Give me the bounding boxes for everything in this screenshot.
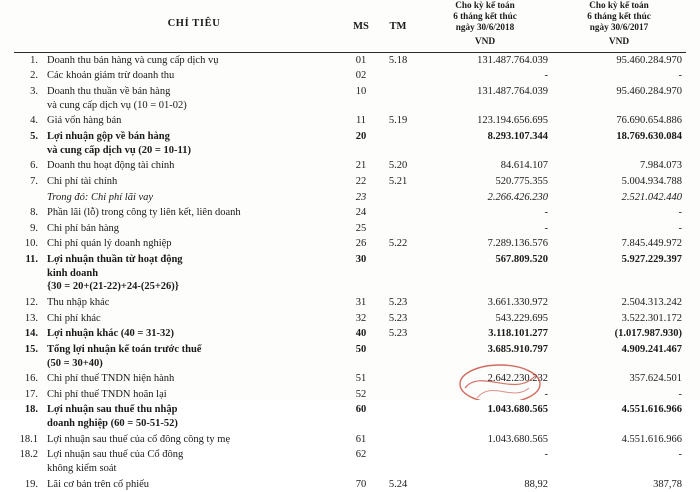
row-label-line: kinh doanh xyxy=(47,267,99,279)
row-value-previous: 4.551.616.966 xyxy=(621,433,682,445)
row-value-current: 567.809.520 xyxy=(495,254,548,266)
income-statement-table xyxy=(14,0,686,492)
row-label-line: Lợi nhuận sau thuế thu nhập xyxy=(47,404,178,416)
row-code: 61 xyxy=(355,433,367,445)
row-number: 9. xyxy=(30,222,38,234)
row-number: 19. xyxy=(24,478,38,490)
table-row xyxy=(14,252,686,295)
row-label-line: không kiểm soát xyxy=(47,463,117,475)
row-value-previous: 95.460.284.970 xyxy=(616,54,682,66)
row-code: 22 xyxy=(355,175,367,187)
row-code: 30 xyxy=(355,254,367,266)
table-row xyxy=(14,371,686,387)
row-code: 20 xyxy=(355,130,367,142)
row-label: Lãi cơ bản trên cổ phiếu xyxy=(47,478,150,490)
row-value-current: 2.642.230.232 xyxy=(487,373,548,385)
row-note xyxy=(378,221,418,237)
table-row xyxy=(14,447,686,476)
row-number: 14. xyxy=(24,328,38,340)
row-label: Doanh thu hoạt động tài chính xyxy=(47,160,175,172)
row-label-line: và cung cấp dịch vụ (10 = 01-02) xyxy=(47,99,187,111)
row-value-previous: - xyxy=(678,449,682,461)
row-value-current: 3.118.101.277 xyxy=(488,328,548,340)
row-label: Chi phí bán hàng xyxy=(47,222,120,234)
row-value-current: 84.614.107 xyxy=(500,160,548,172)
row-value-previous: 4.909.241.467 xyxy=(621,343,682,355)
table-row xyxy=(14,326,686,342)
header-tm: TM xyxy=(389,21,407,33)
row-label: Chi phí quản lý doanh nghiệp xyxy=(47,238,172,250)
row-number: 17. xyxy=(24,388,38,400)
row-value-current: - xyxy=(544,388,548,400)
row-value-previous: 5.927.229.397 xyxy=(621,254,682,266)
row-label-line: Lợi nhuận sau thuế của Cổ đông xyxy=(47,449,184,461)
row-value-current: 131.487.764.039 xyxy=(477,86,548,98)
row-value-previous: 95.460.284.970 xyxy=(616,86,682,98)
row-value-previous: - xyxy=(678,207,682,219)
row-number: 8. xyxy=(30,207,38,219)
row-note xyxy=(378,402,418,431)
row-note: 5.22 xyxy=(388,238,408,250)
row-code: 02 xyxy=(355,70,367,82)
row-label-line: (50 = 30+40) xyxy=(47,357,103,369)
row-label: Doanh thu bán hàng và cung cấp dịch vụ xyxy=(47,54,219,66)
table-row xyxy=(14,190,686,206)
row-code: 70 xyxy=(355,478,367,490)
row-number: 18. xyxy=(24,404,38,416)
row-value-current: 1.043.680.565 xyxy=(487,433,548,445)
row-label-line: Tổng lợi nhuận kế toán trước thuế xyxy=(47,343,202,355)
row-value-current: 520.775.355 xyxy=(495,175,548,187)
row-note: 5.23 xyxy=(388,297,408,308)
table-row xyxy=(14,236,686,252)
header-previous-line-3: ngày 30/6/2017 xyxy=(589,22,649,33)
row-value-previous: - xyxy=(678,222,682,234)
row-label-line: và cung cấp dịch vụ (20 = 10-11) xyxy=(47,144,191,156)
row-note xyxy=(378,387,418,403)
unit-spacer-no xyxy=(14,37,44,50)
row-value-previous: 76.690.654.886 xyxy=(616,115,682,127)
row-value-previous: 2.521.042.440 xyxy=(621,191,682,203)
table-row xyxy=(14,295,686,311)
row-value-current: - xyxy=(544,70,548,82)
row-number: 10. xyxy=(24,238,38,250)
row-value-current: 2.266.426.230 xyxy=(487,191,548,203)
row-code: 26 xyxy=(355,238,367,250)
row-value-current: 88,92 xyxy=(524,478,548,490)
table-row xyxy=(14,432,686,448)
row-number: 11. xyxy=(25,254,38,266)
header-previous-period xyxy=(552,0,686,37)
row-label: Thu nhập khác xyxy=(47,297,110,308)
row-label: Phần lãi (lỗ) trong công ty liên kết, liên doanh xyxy=(47,207,241,219)
table-body xyxy=(14,52,686,492)
row-label xyxy=(44,342,344,371)
row-value-current: 3.661.330.972 xyxy=(487,297,548,308)
header-current-line-2: 6 tháng kết thúc xyxy=(453,11,517,22)
row-code: 23 xyxy=(355,191,367,203)
row-label: Chi phí khác xyxy=(47,312,101,324)
row-code: 60 xyxy=(355,404,367,416)
table-row xyxy=(14,158,686,174)
row-label-line: Lợi nhuận thuần từ hoạt động xyxy=(47,254,183,266)
row-value-previous: 18.769.630.084 xyxy=(616,130,682,142)
row-note xyxy=(378,371,418,387)
row-number: 16. xyxy=(24,373,38,385)
row-label xyxy=(44,447,344,476)
header-current-line-3: ngày 30/6/2018 xyxy=(455,22,515,33)
row-label: Các khoản giảm trừ doanh thu xyxy=(47,70,175,82)
row-value-previous: (1.017.987.930) xyxy=(614,328,682,340)
row-code: 24 xyxy=(355,207,367,219)
row-label xyxy=(44,252,344,295)
unit-current: VND xyxy=(474,36,496,47)
row-code: 51 xyxy=(355,373,367,385)
table-row xyxy=(14,387,686,403)
header-no xyxy=(14,0,44,37)
row-value-previous: 4.551.616.966 xyxy=(621,404,682,416)
table-header xyxy=(14,0,686,52)
row-value-previous: 357.624.501 xyxy=(629,373,682,385)
row-label xyxy=(44,402,344,431)
row-label: Lợi nhuận sau thuế của cổ đông công ty mẹ xyxy=(47,433,231,445)
row-note xyxy=(378,447,418,476)
row-code: 10 xyxy=(355,86,367,98)
row-label: Lợi nhuận khác (40 = 31-32) xyxy=(47,328,175,340)
row-value-current: - xyxy=(544,449,548,461)
row-value-previous: 2.504.313.242 xyxy=(621,297,682,308)
row-note: 5.23 xyxy=(388,328,408,340)
row-code: 32 xyxy=(355,312,367,324)
row-number: 12. xyxy=(24,297,38,308)
header-item: CHỈ TIÊU xyxy=(167,18,221,30)
row-label-line: doanh nghiệp (60 = 50-51-52) xyxy=(47,418,178,430)
row-value-current: 131.487.764.039 xyxy=(477,54,548,66)
row-code: 50 xyxy=(355,343,367,355)
row-note: 5.23 xyxy=(388,312,408,324)
header-previous-line-1: Cho kỳ kế toán xyxy=(589,0,649,10)
row-label: Chi phí thuế TNDN hiện hành xyxy=(47,373,175,385)
row-value-current: 3.685.910.797 xyxy=(487,343,548,355)
row-label-line: Doanh thu thuần về bán hàng xyxy=(47,86,171,98)
unit-spacer-tm xyxy=(378,37,418,50)
row-number: 4. xyxy=(30,115,38,127)
row-code: 01 xyxy=(355,54,367,66)
row-value-previous: - xyxy=(678,388,682,400)
row-value-current: 123.194.656.695 xyxy=(477,115,548,127)
row-number: 3. xyxy=(30,86,38,98)
row-note xyxy=(378,342,418,371)
row-note xyxy=(378,190,418,206)
row-code: 62 xyxy=(355,449,367,461)
row-note xyxy=(378,68,418,84)
row-label-line: Lợi nhuận gộp về bán hàng xyxy=(47,130,170,142)
row-number: 5. xyxy=(30,130,38,142)
row-number: 7. xyxy=(30,175,38,187)
row-note: 5.19 xyxy=(388,115,408,127)
row-number: 2. xyxy=(30,70,38,82)
row-value-current: 7.289.136.576 xyxy=(487,238,548,250)
row-number: 1. xyxy=(30,54,38,66)
table-row xyxy=(14,174,686,190)
row-label: Chi phí tài chính xyxy=(47,175,118,187)
table-row xyxy=(14,402,686,431)
row-value-current: 1.043.680.565 xyxy=(487,404,548,416)
row-number: 6. xyxy=(30,160,38,172)
row-label: Trong đó: Chi phí lãi vay xyxy=(47,191,154,203)
row-label: Giá vốn hàng bán xyxy=(47,115,122,127)
table-row xyxy=(14,68,686,84)
header-ms: MS xyxy=(353,21,369,33)
row-value-previous: 7.984.073 xyxy=(640,160,682,172)
row-value-current: 543.229.695 xyxy=(495,312,548,324)
header-current-line-1: Cho kỳ kế toán xyxy=(455,0,515,10)
row-number: 15. xyxy=(24,343,38,355)
row-note xyxy=(378,205,418,221)
row-note xyxy=(378,432,418,448)
row-value-previous: - xyxy=(678,70,682,82)
row-value-previous: 7.845.449.972 xyxy=(621,238,682,250)
unit-spacer-item xyxy=(44,37,344,50)
header-current-period xyxy=(418,0,552,37)
row-code: 25 xyxy=(355,222,367,234)
row-label xyxy=(44,84,344,113)
row-value-current: - xyxy=(544,222,548,234)
row-label-line: {30 = 20+(21-22)+24-(25+26)} xyxy=(47,281,179,293)
row-code: 11 xyxy=(355,115,367,127)
row-label: Chi phí thuế TNDN hoãn lại xyxy=(47,388,167,400)
row-value-previous: 387,78 xyxy=(653,478,682,490)
row-value-previous: 3.522.301.172 xyxy=(621,312,682,324)
row-code: 21 xyxy=(355,160,367,172)
row-note xyxy=(378,84,418,113)
row-label xyxy=(44,129,344,158)
table-row xyxy=(14,129,686,158)
row-code: 52 xyxy=(355,388,367,400)
row-code: 40 xyxy=(355,328,367,340)
row-number: 13. xyxy=(24,312,38,324)
table-row xyxy=(14,477,686,492)
unit-spacer-ms xyxy=(344,37,378,50)
row-value-current: - xyxy=(544,207,548,219)
table-row xyxy=(14,113,686,129)
table-row xyxy=(14,52,686,68)
table-row xyxy=(14,84,686,113)
row-note: 5.20 xyxy=(388,160,408,172)
row-note xyxy=(378,129,418,158)
row-note: 5.24 xyxy=(388,478,408,490)
table-row xyxy=(14,221,686,237)
header-previous-line-2: 6 tháng kết thúc xyxy=(587,11,651,22)
unit-previous: VND xyxy=(608,36,630,47)
row-value-current: 8.293.107.344 xyxy=(487,130,548,142)
row-number: 18.2 xyxy=(19,449,38,461)
table-row xyxy=(14,205,686,221)
row-number xyxy=(14,190,44,206)
row-note: 5.21 xyxy=(388,175,408,187)
row-note: 5.18 xyxy=(388,54,408,66)
row-value-previous: 5.004.934.788 xyxy=(621,175,682,187)
row-note xyxy=(378,252,418,295)
table-row xyxy=(14,342,686,371)
table-row xyxy=(14,311,686,327)
row-code: 31 xyxy=(355,297,367,308)
row-number: 18.1 xyxy=(19,433,38,445)
